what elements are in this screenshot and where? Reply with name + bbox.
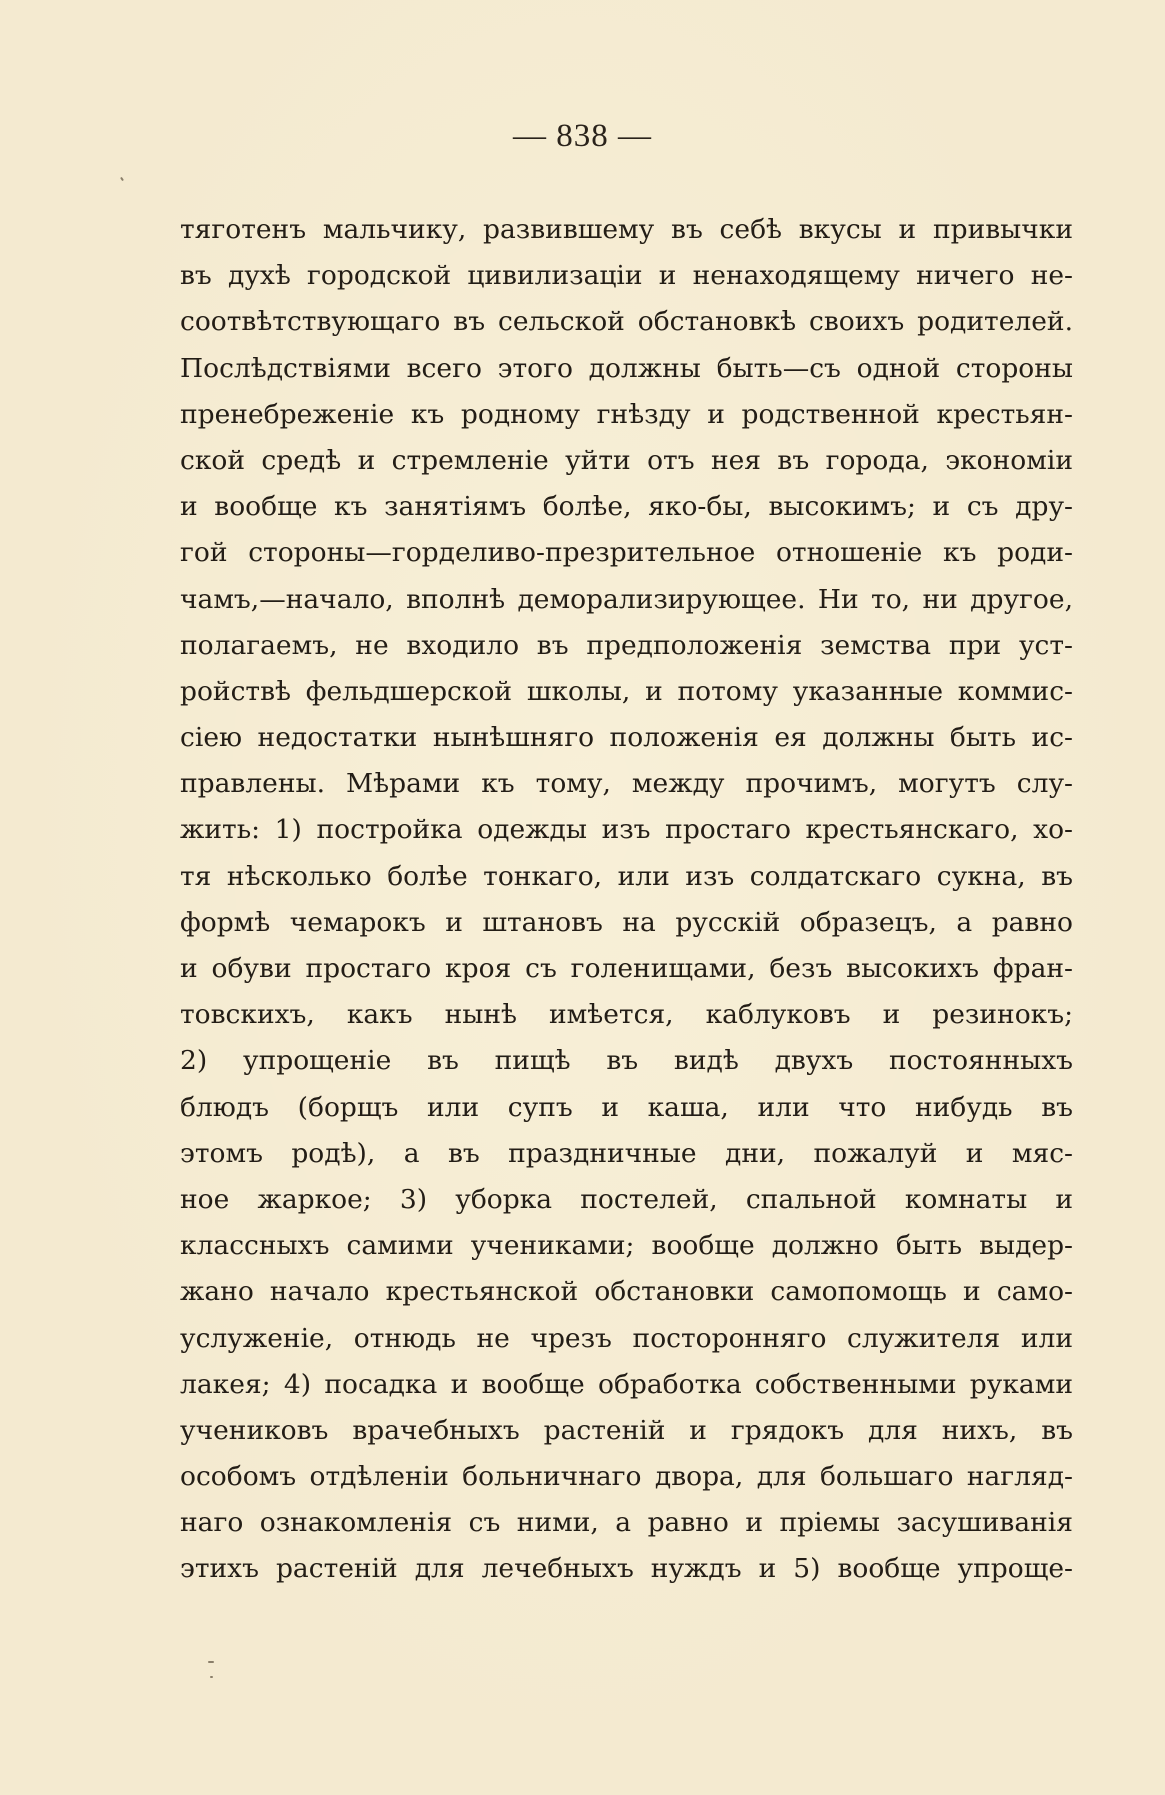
text-line: ное жаркое; 3) уборка постелей, спальной комнаты и bbox=[180, 1183, 1073, 1215]
paper-speck bbox=[120, 177, 124, 181]
text-line: жить: 1) постройка одежды изъ простаго крестьянскаго, хо- bbox=[180, 814, 1073, 846]
text-line: сіею недостатки нынѣшняго положенія ея должны быть ис- bbox=[180, 722, 1073, 754]
text-line: классныхъ самими учениками; вообще должно быть выдер- bbox=[180, 1230, 1073, 1262]
text-line: учениковъ врачебныхъ растеній и грядокъ для нихъ, въ bbox=[180, 1414, 1073, 1446]
text-line: гой стороны—горделиво-презрительное отношеніе къ роди- bbox=[180, 537, 1073, 569]
text-line: услуженіе, отнюдь не чрезъ посторонняго служителя или bbox=[180, 1322, 1073, 1354]
text-line: тя нѣсколько болѣе тонкаго, или изъ солдатскаго сукна, въ bbox=[180, 860, 1073, 892]
paper-speck bbox=[208, 1661, 214, 1663]
body-text bbox=[180, 207, 1073, 1593]
text-line: тяготенъ мальчику, развившему въ себѣ вкусы и привычки bbox=[180, 214, 1073, 245]
text-line: 2) упрощеніе въ пищѣ въ видѣ двухъ постоянныхъ bbox=[180, 1045, 1073, 1077]
text-line: товскихъ, какъ нынѣ имѣется, каблуковъ и резинокъ; bbox=[180, 999, 1073, 1031]
text-line: правлены. Мѣрами къ тому, между прочимъ, могутъ слу- bbox=[180, 768, 1073, 800]
page-number: — 838 — bbox=[513, 118, 652, 154]
text-line: чамъ,—начало, вполнѣ деморализирующее. Ни то, ни другое, bbox=[180, 583, 1073, 615]
text-line: Послѣдствіями всего этого должны быть—съ одной стороны bbox=[180, 352, 1073, 384]
text-line: и обуви простаго кроя съ голенищами, безъ высокихъ фран- bbox=[180, 953, 1073, 984]
text-line: наго ознакомленія съ ними, а равно и пріемы засушиванія bbox=[180, 1507, 1073, 1539]
text-line: этомъ родѣ), а въ праздничные дни, пожалуй и мяс- bbox=[180, 1137, 1073, 1169]
text-line: лакея; 4) посадка и вообще обработка собственными руками bbox=[180, 1368, 1073, 1400]
text-line: и вообще къ занятіямъ болѣе, яко-бы, высокимъ; и съ дру- bbox=[180, 491, 1073, 523]
text-line: полагаемъ, не входило въ предположенія земства при уст- bbox=[180, 629, 1073, 661]
text-line: блюдъ (борщъ или супъ и каша, или что нибудь въ bbox=[180, 1091, 1073, 1123]
text-line: ройствѣ фельдшерской школы, и потому указанные коммис- bbox=[180, 675, 1073, 707]
text-line: соотвѣтствующаго въ сельской обстановкѣ своихъ родителей. bbox=[180, 306, 1073, 338]
text-line: формѣ чемарокъ и штановъ на русскій образецъ, а равно bbox=[180, 906, 1073, 938]
paper-speck bbox=[210, 1676, 213, 1678]
text-line: ской средѣ и стремленіе уйти отъ нея въ города, экономіи bbox=[180, 444, 1073, 476]
text-line: этихъ растеній для лечебныхъ нуждъ и 5) вообще упроще- bbox=[180, 1553, 1073, 1585]
text-line: въ духѣ городской цивилизаціи и ненаходящему ничего не- bbox=[180, 260, 1073, 292]
text-line: особомъ отдѣленіи больничнаго двора, для большаго нагляд- bbox=[180, 1461, 1073, 1493]
text-line: жано начало крестьянской обстановки самопомощь и само- bbox=[180, 1276, 1073, 1308]
text-line: пренебреженіе къ родному гнѣзду и родственной крестьян- bbox=[180, 398, 1073, 430]
